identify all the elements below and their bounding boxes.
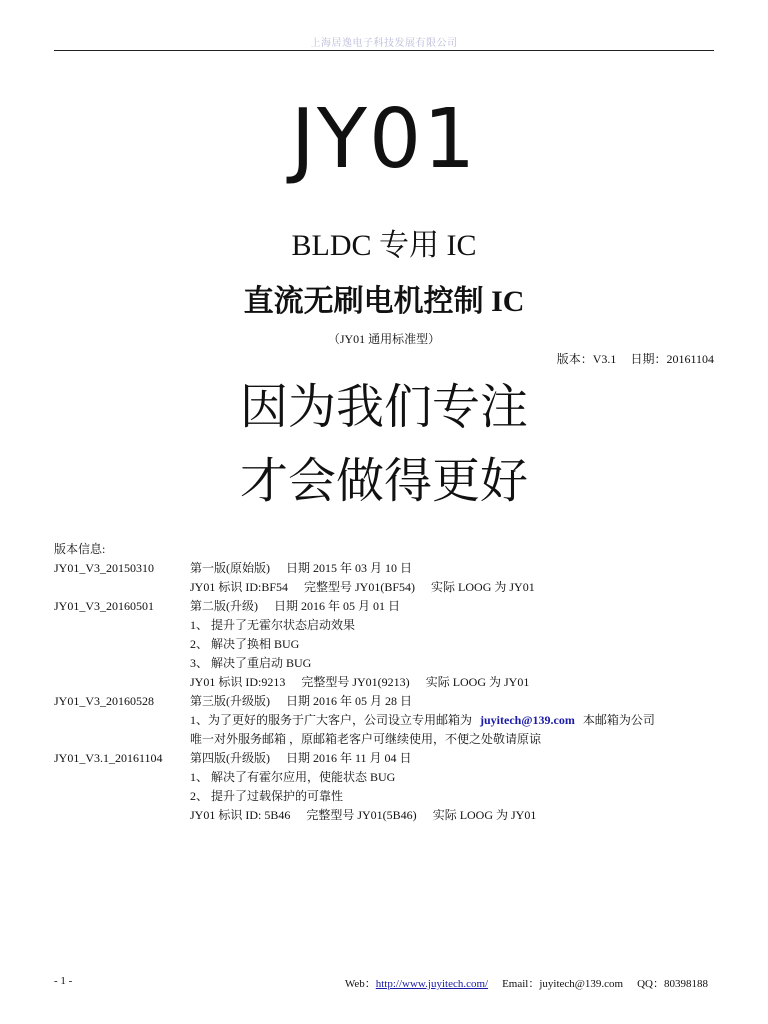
history-version-id: JY01_V3_20160501 (54, 599, 155, 613)
history-text: JY01 标识 ID:9213 (190, 675, 286, 689)
history-description (190, 749, 412, 768)
history-text: 日期 2016 年 11 月 04 日 (286, 751, 412, 765)
history-text: 本邮箱为公司 (582, 713, 655, 727)
history-text: 第一版(原始版) (190, 561, 270, 575)
history-row (54, 597, 714, 616)
history-row (54, 559, 714, 578)
history-description (190, 578, 535, 597)
version-label: 版本：V3.1 (556, 352, 617, 366)
history-description (190, 692, 412, 711)
history-text: JY01 标识 ID:BF54 (190, 580, 289, 594)
date-label: 日期：20161104 (630, 352, 714, 366)
document-title: JY01 (290, 92, 478, 187)
history-description (190, 787, 343, 806)
website-link[interactable]: http://www.juyitech.com/ (375, 978, 489, 990)
history-description (190, 635, 299, 654)
slogan-line-2: 才会做得更好 (239, 455, 528, 508)
history-version-id: JY01_V3_20150310 (54, 561, 155, 575)
history-description (190, 616, 355, 635)
history-text: 完整型号 JY01(BF54) (304, 580, 416, 594)
footer-contact (345, 975, 708, 991)
history-text: 完整型号 JY01(9213) (301, 675, 410, 689)
history-text: 日期 2015 年 03 月 10 日 (286, 561, 413, 575)
history-row (54, 711, 714, 730)
history-row (54, 806, 714, 825)
history-description (190, 768, 395, 787)
history-text: 实际 LOOG 为 JY01 (432, 808, 537, 822)
history-description (190, 654, 311, 673)
history-row (54, 768, 714, 787)
history-row (54, 692, 714, 711)
version-date-line (557, 351, 714, 367)
history-text: 3、 解决了重启动 BUG (190, 656, 312, 670)
history-description (190, 597, 400, 616)
history-row (54, 635, 714, 654)
history-description (190, 559, 412, 578)
history-text: 1、 解决了有霍尔应用，使能状态 BUG (190, 770, 396, 784)
history-row (54, 787, 714, 806)
version-history (54, 540, 714, 825)
version-history-heading: 版本信息: (54, 542, 106, 556)
history-text: JY01 标识 ID: 5B46 (190, 808, 291, 822)
slogan-line-1: 因为我们专注 (239, 381, 528, 434)
history-text: 第四版(升级版) (190, 751, 270, 765)
history-description (190, 730, 541, 749)
history-description (190, 673, 529, 692)
history-text: 实际 LOOG 为 JY01 (431, 580, 535, 594)
history-text: 2、 提升了过载保护的可靠性 (190, 789, 344, 803)
history-version-id: JY01_V3.1_20161104 (54, 751, 163, 765)
service-email-link[interactable]: juyitech@139.com (480, 713, 575, 727)
history-row (54, 749, 714, 768)
document-variant-note: （JY01 通用标准型） (327, 332, 441, 346)
history-text: 第三版(升级版) (190, 694, 270, 708)
history-text: 1、 提升了无霍尔状态启动效果 (190, 618, 356, 632)
web-label: Web： (344, 978, 376, 990)
history-description (190, 806, 536, 825)
version-history-list (54, 559, 714, 825)
history-row (54, 616, 714, 635)
history-row (54, 730, 714, 749)
history-text: 第二版(升级) (190, 599, 258, 613)
document-subtitle-chinese: 直流无刷电机控制 IC (243, 285, 525, 318)
header-divider (54, 50, 714, 51)
history-text: 日期 2016 年 05 月 28 日 (286, 694, 413, 708)
history-row (54, 654, 714, 673)
history-row (54, 673, 714, 692)
history-description (190, 711, 655, 730)
history-text: 1、为了更好的服务于广大客户，公司设立专用邮箱为 (190, 713, 473, 727)
footer-email: Email：juyitech@139.com (502, 978, 624, 990)
history-text: 完整型号 JY01(5B46) (306, 808, 417, 822)
document-subtitle: BLDC 专用 IC (291, 229, 477, 262)
history-text: 唯一对外服务邮箱 ，原邮箱老客户可继续使用，不便之处敬请原谅 (190, 732, 542, 746)
history-text: 日期 2016 年 05 月 01 日 (274, 599, 401, 613)
history-text: 2、 解决了换相 BUG (190, 637, 300, 651)
page-number: - 1 - (54, 975, 73, 987)
header-company-name: 上海居逸电子科技发展有限公司 (310, 38, 458, 49)
history-text: 实际 LOOG 为 JY01 (425, 675, 530, 689)
history-version-id: JY01_V3_20160528 (54, 694, 155, 708)
footer-qq: QQ：80398188 (637, 978, 708, 990)
history-row (54, 578, 714, 597)
